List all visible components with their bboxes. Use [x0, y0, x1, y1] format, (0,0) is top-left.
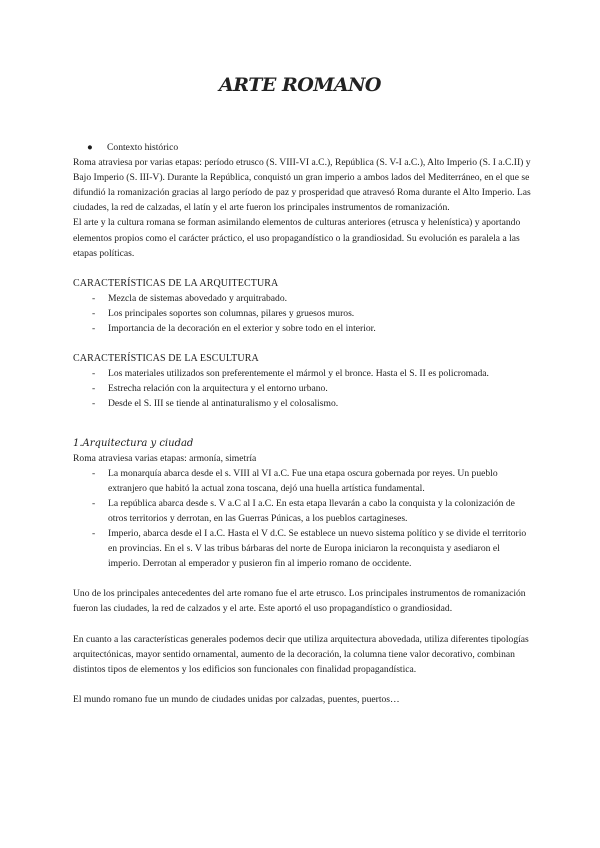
list-item: - Mezcla de sistemas abovedado y arquitrabado.	[73, 291, 531, 306]
architecture-heading: CARACTERÍSTICAS DE LA ARQUITECTURA	[73, 277, 279, 289]
section-paragraph-3: El mundo romano fue un mundo de ciudades unidas por calzadas, puentes, puertos…	[73, 693, 400, 705]
list-item: - Los materiales utilizados son preferentemente el mármol y el bronce. Hasta el S. II es policromada.	[73, 366, 531, 381]
section-paragraph-1: Uno de los principales antecedentes del arte romano fue el arte etrusco. Los principales instrumentos de romanización fueron las ciudades, la red de calzados y el arte. Este aportó el uso propagandístico o grandiosidad.	[73, 588, 526, 615]
bullet-dot-icon: ●	[87, 142, 93, 153]
list-item: - Estrecha relación con la arquitectura y el entorno urbano.	[73, 381, 531, 396]
list-item: - La república abarca desde s. V a.C al I a.C. En esta etapa llevarán a cabo la conquista y la colonización de otros territorios y derrotan, en las Guerras Púnicas, a los pueblos cartagineses.	[73, 496, 531, 526]
section-heading: 1.Arquitectura y ciudad	[73, 437, 194, 449]
architecture-list	[73, 291, 531, 336]
list-item: - La monarquía abarca desde el s. VIII al VI a.C. Fue una etapa oscura gobernada por reyes. Un pueblo extranjero que habitó la actual zona toscana, dejó una huella artística fundamental.	[73, 466, 531, 496]
context-paragraph-1: Roma atraviesa por varias etapas: período etrusco (S. VIII-VI a.C.), República (S. V-I a.C.), Alto Imperio (S. I a.C.II) y Bajo Imperio (S. III-V). Durante la República, conquistó un gran imperio a ambos lados del Mediterráneo, en el que se difundió la romanización gracias al largo período de paz y prosperidad que atravesó Roma durante el Alto Imperio. Las ciudades, la red de calzadas, el latín y el arte fueron los principales instrumentos de romanización.	[73, 157, 531, 214]
list-item: - Los principales soportes son columnas, pilares y gruesos muros.	[73, 306, 531, 321]
section-paragraph-2: En cuanto a las características generales podemos decir que utiliza arquitectura abovedada, utiliza diferentes tipologías arquitectónicas, mayor sentido ornamental, aumento de la decoración, la columna tiene valor decorativo, combinan distintos tipos de elementos y los edificios son funcionales con finalidad propagandística.	[73, 633, 529, 675]
list-item: - Imperio, abarca desde el I a.C. Hasta el V d.C. Se establece un nuevo sistema político y se divide el territorio en provincias. En el s. V las tribus bárbaras del norte de Europa iniciaron la reconquista y asediaron el imperio. Derrotan al emperador y pusieron fin al imperio romano de occidente.	[73, 526, 531, 571]
document-body	[73, 140, 531, 707]
list-item: - Importancia de la decoración en el exterior y sobre todo en el interior.	[73, 321, 531, 336]
context-heading: ● Contexto histórico	[73, 140, 531, 155]
page-title: ARTE ROMANO	[219, 74, 381, 96]
list-item: - Desde el S. III se tiende al antinaturalismo y el colosalismo.	[73, 396, 531, 411]
sculpture-list	[73, 366, 531, 411]
context-paragraph-2: El arte y la cultura romana se forman asimilando elementos de culturas anteriores (etrusca y helenística) y aportando elementos propios como el carácter práctico, el uso propagandístico o la grandiosidad. Su evolución es paralela a las etapas políticas.	[73, 217, 521, 259]
section-intro: Roma atraviesa varias etapas: armonía, simetría	[73, 452, 257, 464]
periods-list	[73, 466, 531, 572]
sculpture-heading: CARACTERÍSTICAS DE LA ESCULTURA	[73, 353, 259, 365]
